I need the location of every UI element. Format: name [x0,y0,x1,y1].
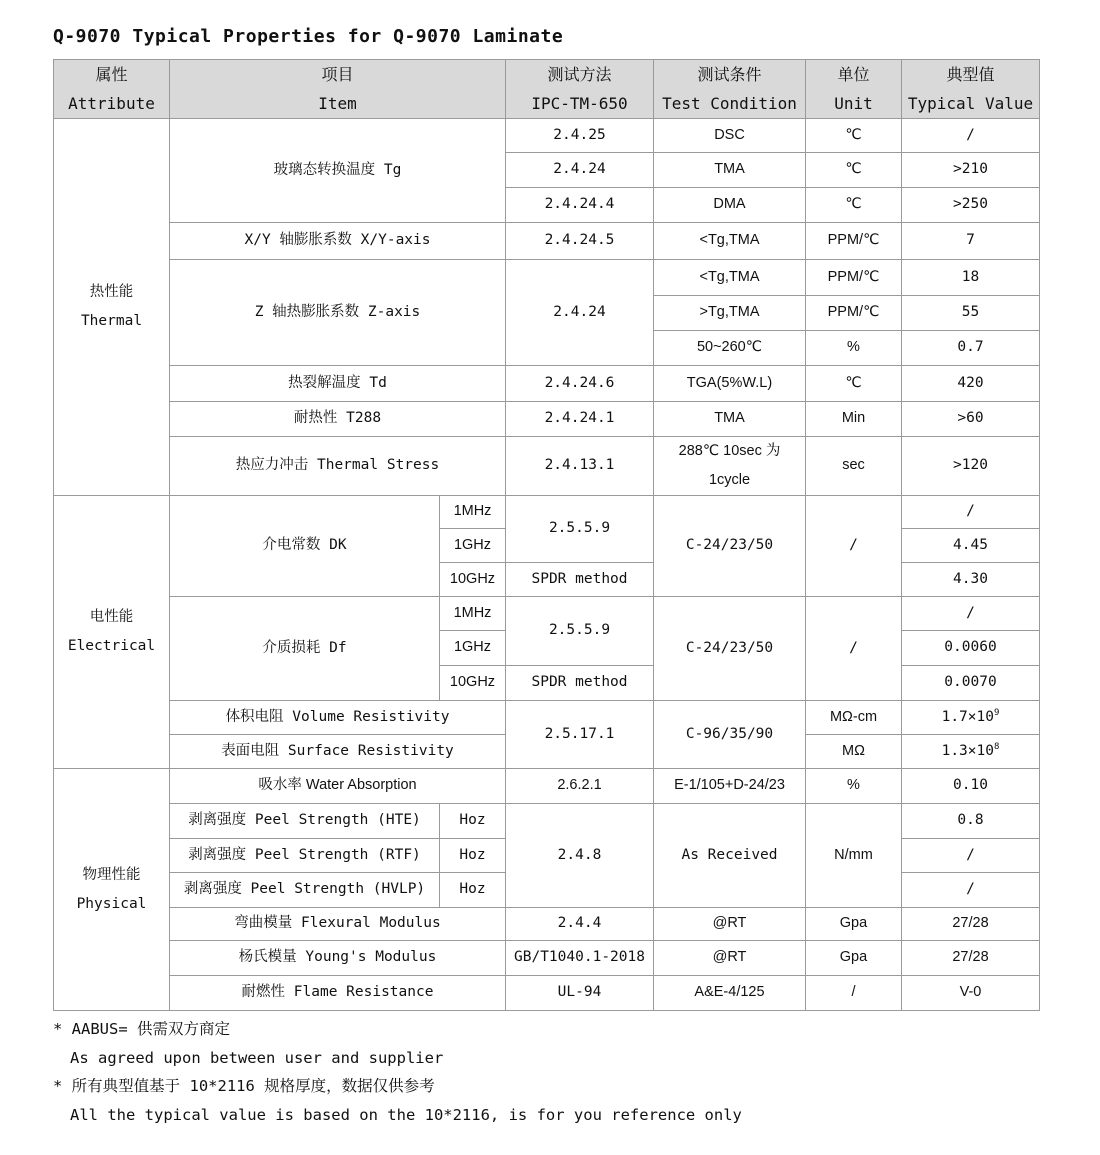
condition-cell: <Tg,TMA [654,223,806,260]
value-cell: / [902,873,1040,908]
frequency-cell: 10GHz [440,666,506,701]
category-physical: 物理性能 Physical [54,769,170,1011]
value-cell: 27/28 [902,908,1040,941]
value-cell: / [902,496,1040,529]
method-cell: 2.5.5.9 [506,496,654,563]
item-t288: 耐热性 T288 [170,402,506,437]
unit-cell: MΩ-cm [806,701,902,735]
header-test-method: 测试方法 IPC-TM-650 [506,60,654,119]
condition-cell: DSC [654,119,806,153]
method-cell: GB/T1040.1-2018 [506,941,654,976]
unit-cell: N/mm [806,804,902,908]
value-cell: 420 [902,366,1040,402]
method-cell: UL-94 [506,976,654,1011]
unit-cell: / [806,496,902,597]
footnote-aabus: * AABUS= 供需双方商定 [53,1020,230,1038]
condition-cell: C-24/23/50 [654,597,806,701]
condition-cell: TMA [654,402,806,437]
table-row [54,260,1040,296]
item-peel-hvlp: 剥离强度 Peel Strength (HVLP) [170,873,440,908]
value-cell: 7 [902,223,1040,260]
header-unit: 单位 Unit [806,60,902,119]
table-row [54,769,1040,804]
condition-cell: E-1/105+D-24/23 [654,769,806,804]
condition-cell: @RT [654,908,806,941]
unit-cell: % [806,769,902,804]
method-cell: 2.4.24.5 [506,223,654,260]
condition-cell: TGA(5%W.L) [654,366,806,402]
value-cell: 55 [902,296,1040,331]
value-cell: >120 [902,437,1040,496]
condition-cell: A&E-4/125 [654,976,806,1011]
item-thermal-stress: 热应力冲击 Thermal Stress [170,437,506,496]
category-electrical: 电性能 Electrical [54,496,170,769]
method-cell: 2.5.5.9 [506,597,654,666]
value-cell: 0.0070 [902,666,1040,701]
table-row [54,119,1040,153]
condition-cell: As Received [654,804,806,908]
table-header-row [54,60,1040,119]
item-volume-resistivity: 体积电阻 Volume Resistivity [170,701,506,735]
item-peel-hte: 剥离强度 Peel Strength (HTE) [170,804,440,839]
method-cell: 2.4.4 [506,908,654,941]
method-cell: 2.4.24 [506,260,654,366]
unit-cell: MΩ [806,735,902,769]
value-cell: $1.7\times 10^9$ [902,701,1040,735]
condition-cell: 288℃ 10sec 为 1cycle [654,437,806,496]
condition-cell: 50~260℃ [654,331,806,366]
value-cell: 0.0060 [902,631,1040,666]
table-row [54,223,1040,260]
item-peel-rtf: 剥离强度 Peel Strength (RTF) [170,839,440,873]
unit-cell: Gpa [806,941,902,976]
category-thermal: 热性能 Thermal [54,119,170,496]
properties-table [53,59,1040,1011]
footnote-typical: * 所有典型值基于 10*2116 规格厚度，数据仅供参考 [53,1077,435,1095]
frequency-cell: 1MHz [440,496,506,529]
table-row [54,908,1040,941]
item-df: 介质损耗 Df [170,597,440,701]
item-flame-resistance: 耐燃性 Flame Resistance [170,976,506,1011]
table-row [54,941,1040,976]
condition-cell: C-24/23/50 [654,496,806,597]
frequency-cell: 10GHz [440,563,506,597]
unit-cell: % [806,331,902,366]
peel-sub-cell: Hoz [440,839,506,873]
item-td: 热裂解温度 Td [170,366,506,402]
item-water-absorption: 吸水率 Water Absorption [170,769,506,804]
value-cell: 4.30 [902,563,1040,597]
frequency-cell: 1GHz [440,529,506,563]
value-cell: / [902,839,1040,873]
unit-cell: / [806,597,902,701]
method-cell: 2.4.24 [506,153,654,188]
value-cell: >250 [902,188,1040,223]
table-row [54,701,1040,735]
value-cell: V-0 [902,976,1040,1011]
unit-cell: / [806,976,902,1011]
value-cell: 27/28 [902,941,1040,976]
header-test-condition: 测试条件 Test Condition [654,60,806,119]
item-tg: 玻璃态转换温度 Tg [170,119,506,223]
frequency-cell: 1GHz [440,631,506,666]
value-cell: / [902,119,1040,153]
header-attribute: 属性 Attribute [54,60,170,119]
table-row [54,804,1040,839]
condition-cell: @RT [654,941,806,976]
condition-cell: TMA [654,153,806,188]
condition-cell: DMA [654,188,806,223]
unit-cell: PPM/℃ [806,223,902,260]
footnote-aabus-en: As agreed upon between user and supplier [70,1048,444,1067]
footnotes [53,1015,742,1129]
unit-cell: PPM/℃ [806,260,902,296]
value-cell: >210 [902,153,1040,188]
peel-sub-cell: Hoz [440,873,506,908]
table-row [54,402,1040,437]
method-cell: 2.6.2.1 [506,769,654,804]
method-cell: 2.4.24.1 [506,402,654,437]
value-cell: 4.45 [902,529,1040,563]
item-flexural-modulus: 弯曲模量 Flexural Modulus [170,908,506,941]
unit-cell: Min [806,402,902,437]
condition-cell: >Tg,TMA [654,296,806,331]
footnote-typical-en: All the typical value is based on the 10*2116, is for you reference only [70,1105,742,1124]
condition-cell: C-96/35/90 [654,701,806,769]
unit-cell: ℃ [806,153,902,188]
unit-cell: ℃ [806,366,902,402]
unit-cell: ℃ [806,119,902,153]
method-cell: 2.5.17.1 [506,701,654,769]
value-cell: / [902,597,1040,631]
method-cell: 2.4.24.6 [506,366,654,402]
unit-cell: PPM/℃ [806,296,902,331]
method-cell: 2.4.24.4 [506,188,654,223]
value-cell: 0.10 [902,769,1040,804]
header-item: 项目 Item [170,60,506,119]
item-z-cte: Z 轴热膨胀系数 Z-axis [170,260,506,366]
table-row [54,366,1040,402]
table-row [54,496,1040,529]
unit-cell: Gpa [806,908,902,941]
method-cell: 2.4.25 [506,119,654,153]
item-youngs-modulus: 杨氏模量 Young's Modulus [170,941,506,976]
peel-sub-cell: Hoz [440,804,506,839]
header-typical-value: 典型值 Typical Value [902,60,1040,119]
table-row [54,976,1040,1011]
value-cell: $1.3\times 10^8$ [902,735,1040,769]
value-cell: >60 [902,402,1040,437]
method-cell: SPDR method [506,666,654,701]
table-row [54,437,1040,496]
method-cell: 2.4.13.1 [506,437,654,496]
page-title: Q-9070 Typical Properties for Q-9070 Laminate [53,26,564,47]
frequency-cell: 1MHz [440,597,506,631]
method-cell: 2.4.8 [506,804,654,908]
value-cell: 0.7 [902,331,1040,366]
item-xy-cte: X/Y 轴膨胀系数 X/Y-axis [170,223,506,260]
item-surface-resistivity: 表面电阻 Surface Resistivity [170,735,506,769]
value-cell: 0.8 [902,804,1040,839]
value-cell: 18 [902,260,1040,296]
method-cell: SPDR method [506,563,654,597]
table-row [54,597,1040,631]
item-dk: 介电常数 DK [170,496,440,597]
condition-cell: <Tg,TMA [654,260,806,296]
unit-cell: sec [806,437,902,496]
unit-cell: ℃ [806,188,902,223]
